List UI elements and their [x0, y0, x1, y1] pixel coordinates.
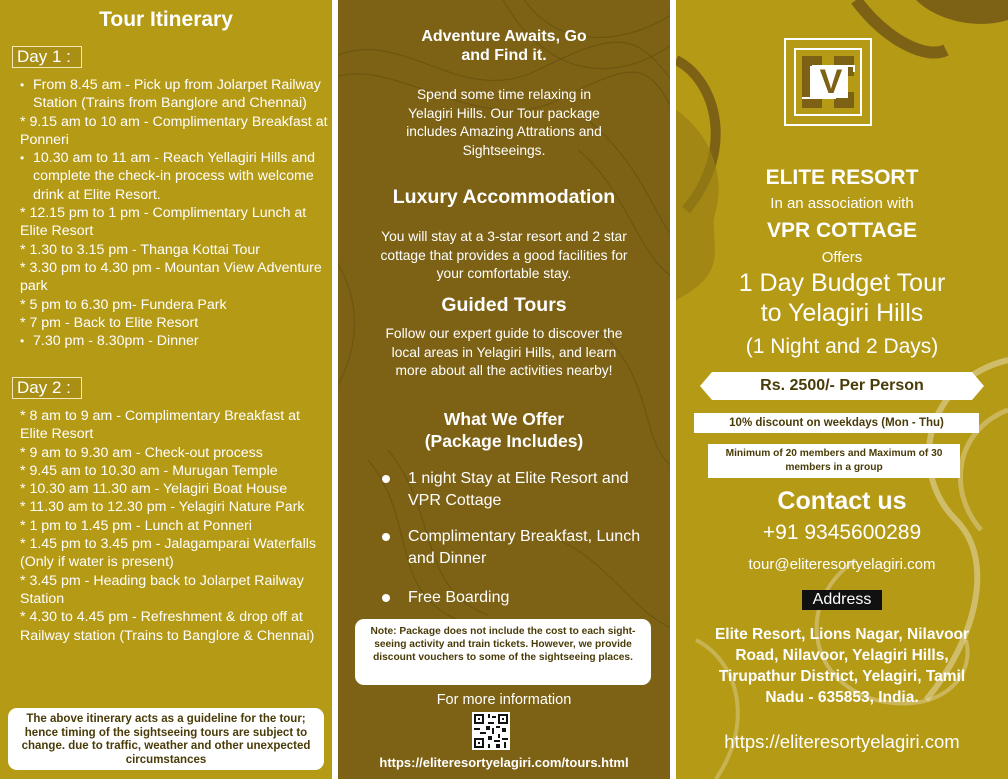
itinerary-item: * 10.30 am 11.30 am - Yelagiri Boat House [20, 481, 288, 498]
itinerary-item: * 4.30 to 4.45 pm - Refreshment & drop off at Railway station (Trains to Banglore & Chennai) [20, 609, 315, 644]
offer-title-1: What We Offer [443, 409, 565, 429]
day2-list [20, 407, 328, 645]
offer-item-text: Free Boarding [408, 589, 510, 606]
address-label: Address [802, 590, 882, 610]
email-link[interactable]: tour@eliteresortyelagiri.com [748, 556, 936, 573]
adventure-headline-2: and Find it. [461, 47, 547, 64]
more-info-label: For more information [436, 692, 572, 708]
itinerary-item: * 3.30 pm to 4.30 pm - Mountan View Adventure park [20, 259, 322, 295]
cover-panel [676, 0, 1008, 779]
day2-label: Day 2 : [12, 377, 82, 399]
itinerary-panel [0, 0, 332, 779]
itinerary-item: * 1.45 pm to 3.45 pm - Jalagamparai Waterfalls (Only if water is present) [20, 536, 316, 571]
itinerary-item: * 11.30 am to 12.30 pm - Yelagiri Nature Park [20, 499, 305, 516]
qr-code-icon[interactable] [472, 712, 510, 750]
group-size-note: Minimum of 20 members and Maximum of 30 members in a group [708, 444, 960, 478]
itinerary-item: * 7 pm - Back to Elite Resort [20, 314, 199, 331]
itinerary-item: • From 8.45 am - Pick up from Jolarpet Railway Station (Trains from Banglore and Chennai) [20, 76, 328, 113]
address-text: Elite Resort, Lions Nagar, Nilavoor Road, Nilavoor, Yelagiri Hills, Tirupathur District, Yelagiri, Tamil Nadu - 635853, India. [714, 626, 970, 706]
itinerary-note: The above itinerary acts as a guideline for the tour; hence timing of the sightseeing tours are subject to change. due to traffic, weather and other unexpected circumstances [8, 708, 324, 770]
logo-letter: V [819, 63, 843, 101]
offer-item [382, 526, 652, 570]
itinerary-title: Tour Itinerary [99, 8, 233, 31]
package-note: Note: Package does not include the cost to each sight-seeing activity and train tickets. However, we provide discount vouchers to some of the sightseeing places. [355, 619, 651, 685]
itinerary-item: * 8 am to 9 am - Complimentary Breakfast at Elite Resort [20, 408, 300, 443]
website-link[interactable]: https://eliteresortyelagiri.com [724, 731, 960, 752]
guided-text: Follow our expert guide to discover the local areas in Yelagiri Hills, and learn more about all the activities nearby! [385, 326, 623, 378]
phone-number[interactable]: +91 9345600289 [762, 521, 922, 544]
offer-item-text: Complimentary Breakfast, Lunch and Dinner [408, 528, 641, 567]
day1-list [20, 76, 328, 350]
bullet-icon [382, 475, 390, 483]
itinerary-item: * 9.15 am to 10 am - Complimentary Breakfast at Ponneri [20, 113, 328, 148]
day1-label: Day 1 : [12, 46, 82, 68]
offer-item [382, 468, 652, 512]
offer-title-2: (Package Includes) [424, 431, 584, 451]
luxury-text: You will stay at a 3-star resort and 2 star cottage that provides a good facilities for your comfortable stay. [380, 229, 628, 281]
tour-title-line2: to Yelagiri Hills [760, 299, 924, 327]
adventure-headline-1: Adventure Awaits, Go [421, 28, 587, 45]
offers-word: Offers [821, 249, 863, 266]
cottage-name: VPR COTTAGE [766, 219, 918, 242]
tour-title-line1: 1 Day Budget Tour [738, 269, 946, 297]
price-ribbon: Rs. 2500/- Per Person [712, 372, 972, 400]
contact-title: Contact us [777, 487, 907, 515]
offer-item [382, 587, 652, 609]
intro-text: Spend some time relaxing in Yelagiri Hills. Our Tour package includes Amazing Attrations and Sightseeings. [406, 87, 602, 158]
bullet-icon [382, 594, 390, 602]
tour-duration: (1 Night and 2 Days) [745, 335, 939, 358]
itinerary-item: * 1 pm to 1.45 pm - Lunch at Ponneri [20, 517, 252, 534]
itinerary-item: * 12.15 pm to 1 pm - Complimentary Lunch at Elite Resort [20, 205, 307, 240]
itinerary-item: * 9 am to 9.30 am - Check-out process [20, 444, 263, 461]
info-panel [338, 0, 670, 779]
luxury-title: Luxury Accommodation [392, 186, 616, 208]
itinerary-item: • 7.30 pm - 8.30pm - Dinner [20, 332, 328, 350]
resort-name: ELITE RESORT [765, 166, 919, 189]
itinerary-item: • 10.30 am to 11 am - Reach Yellagiri Hills and complete the check-in process with welcome drink at Elite Resort. [20, 149, 328, 204]
itinerary-item: * 9.45 am to 10.30 am - Murugan Temple [20, 462, 278, 479]
itinerary-item: * 1.30 to 3.15 pm - Thanga Kottai Tour [20, 241, 261, 258]
itinerary-item: * 5 pm to 6.30 pm- Fundera Park [20, 296, 227, 313]
resort-logo [784, 38, 872, 126]
itinerary-item: * 3.45 pm - Heading back to Jolarpet Railway Station [20, 572, 304, 607]
tours-link[interactable]: https://eliteresortyelagiri.com/tours.html [379, 755, 629, 770]
bullet-icon [382, 533, 390, 541]
association-text: In an association with [770, 195, 914, 212]
guided-title: Guided Tours [441, 294, 567, 316]
weekday-discount: 10% discount on weekdays (Mon - Thu) [694, 413, 979, 433]
offer-item-text: 1 night Stay at Elite Resort and VPR Cottage [408, 470, 629, 509]
